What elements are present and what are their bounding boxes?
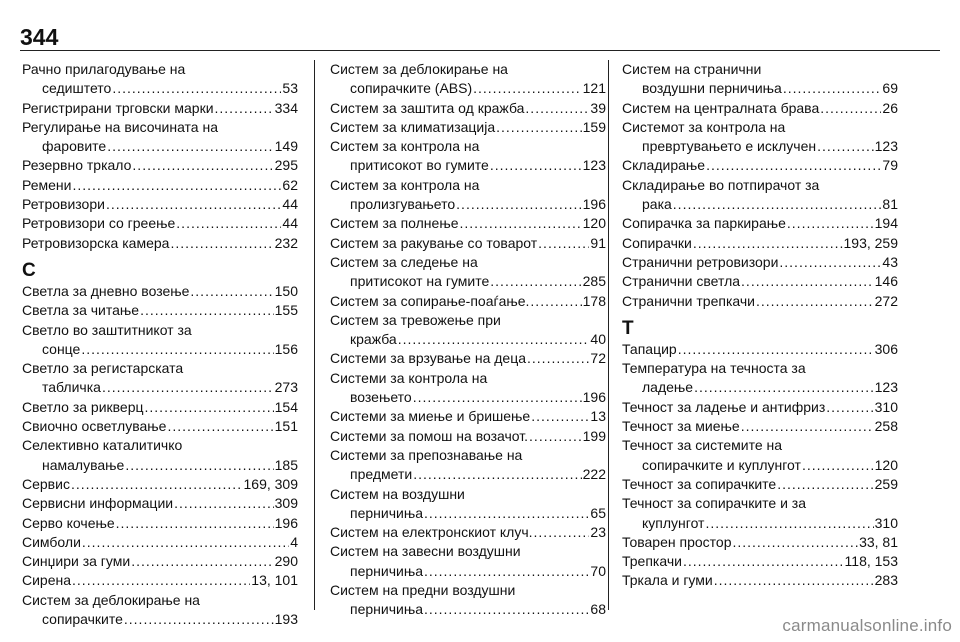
index-entry-text: табличка [42,379,101,396]
index-page-ref[interactable]: 62 [282,176,298,193]
index-entry-text: перничиња [350,601,423,618]
index-entry-text: Систем за деблокирање на [22,591,200,608]
index-entry [330,137,606,176]
index-entry-text: Систем за тревожење при [330,311,501,328]
column-divider [314,60,315,610]
index-entry [330,118,606,137]
index-entry [622,156,898,175]
index-entry-text: Сервисни информации [22,495,174,512]
index-column-2 [330,60,606,620]
index-page-ref[interactable]: 13, 101 [251,572,298,589]
index-page-ref[interactable]: 123 [582,157,606,174]
index-entry [622,118,898,157]
dot-leader [424,600,589,619]
dot-leader [694,378,874,397]
index-entry [330,581,606,620]
index-page-ref[interactable]: 310 [874,514,898,531]
index-entry-text: Систем на завесни воздушни [330,543,521,560]
dot-leader [538,234,589,253]
dot-leader [170,234,273,253]
index-page-ref[interactable]: 178 [582,292,606,309]
index-entry [22,514,298,533]
dot-leader [820,99,881,118]
index-page-ref[interactable]: 285 [582,273,606,290]
index-entry [622,292,898,311]
index-entry [330,446,606,485]
index-entry-text: предмети [350,466,413,483]
dot-leader [714,571,874,590]
index-page-ref[interactable]: 120 [874,456,898,473]
dot-leader [174,494,274,513]
index-entry [330,292,606,311]
index-entry-text: Странични трепкачи [622,292,755,309]
index-entry-text: возењето [350,389,412,406]
index-entry-text: Трепкачи [622,553,682,570]
index-entry-text: Системи за миење и бришење [330,408,531,425]
dot-leader [72,176,281,195]
dot-leader [72,571,250,590]
index-entry-text: пролизгувањето [350,196,456,213]
header-rule [20,50,940,51]
index-letter-heading: С [22,259,36,281]
index-page-ref[interactable]: 154 [274,398,298,415]
index-page-ref[interactable]: 155 [274,302,298,319]
index-page-ref[interactable]: 121 [582,80,606,97]
index-page-ref[interactable]: 199 [582,427,606,444]
index-entry [622,234,898,253]
index-entry-text: Системи за контрола на [330,369,488,386]
index-entry-text: кражба [350,331,397,348]
index-entry-text: Странични ретровизори [622,253,779,270]
index-entry [22,436,298,475]
dot-leader [125,456,273,475]
index-entry-text: Сервис [22,475,70,492]
index-page-ref[interactable]: 272 [874,292,898,309]
dot-leader [683,552,844,571]
index-entry-text: Систем за деблокирање на [330,61,508,77]
index-page-ref[interactable]: 79 [882,157,898,174]
index-page-ref[interactable]: 193, 259 [843,234,898,251]
index-page-ref[interactable]: 169, 309 [243,475,298,492]
dot-leader [71,475,243,494]
index-entry [22,282,298,301]
index-entry-text: сонце [42,340,81,357]
index-entry-text: Системи за врзување на деца [330,350,527,367]
dot-leader [817,137,874,156]
index-entry-text: сопирачките и куплунгот [642,456,801,473]
index-entry-text: Систем на воздушни [330,485,465,502]
index-page-ref[interactable]: 194 [874,215,898,232]
dot-leader [176,214,281,233]
index-page-ref[interactable]: 43 [882,253,898,270]
dot-leader [140,301,274,320]
index-entry-text: Систем на централната брава [622,99,820,116]
dot-leader [783,79,882,98]
index-entry-text: Светло во заштитникот за [22,321,192,338]
index-entry [622,533,898,552]
index-page-ref[interactable]: 222 [582,466,606,483]
dot-leader [460,214,582,233]
index-entry-text: Регистрирани трговски марки [22,99,214,116]
dot-leader [424,562,589,581]
index-entry-text: Течност за сопирачките и за [622,495,806,512]
index-entry [622,475,898,494]
dot-leader [145,398,274,417]
index-entry [622,571,898,590]
index-entry-text: Серво кочење [22,514,115,531]
dot-leader [456,195,581,214]
dot-leader [398,330,590,349]
dot-leader [756,292,874,311]
dot-leader [693,234,843,253]
index-page-ref[interactable]: 259 [874,475,898,492]
index-page-ref[interactable]: 118, 153 [844,553,898,570]
index-entry [622,359,898,398]
index-page-ref[interactable]: 123 [874,138,898,155]
index-entry-text: перничиња [350,504,423,521]
index-entry-text: седиштето [42,80,112,97]
index-entry [22,301,298,320]
dot-leader [496,118,582,137]
index-page-ref[interactable]: 70 [590,562,606,579]
index-page-ref[interactable]: 23 [590,524,606,541]
dot-leader [124,610,274,629]
index-entry-text: Систем за следење на [330,253,478,270]
index-entry [330,523,606,542]
index-column-3 [622,60,898,591]
index-page-ref[interactable]: 283 [874,572,898,589]
index-entry [22,417,298,436]
index-entry-text: притисокот во гумите [350,157,489,174]
index-entry [330,311,606,350]
index-entry-text: Селективно каталитичко [22,437,183,454]
index-entry-text: Сопирачки [622,234,692,251]
index-page-ref[interactable]: 4 [290,533,298,550]
index-entry-text: Складирање во потпирачот за [622,176,820,193]
dot-leader [112,79,281,98]
index-entry [22,475,298,494]
index-entry-text: рака [642,196,672,213]
index-page-ref[interactable]: 295 [274,157,298,174]
dot-leader [215,99,274,118]
index-entry-text: ладење [642,379,694,396]
watermark: carmanualsonline.info [782,616,952,635]
index-entry [22,571,298,590]
index-entry-text: Светло за рикверц [22,398,144,415]
index-entry [622,494,898,533]
index-entry-text: Систем за заштита од кражба [330,99,525,116]
index-page-ref[interactable]: 68 [590,601,606,618]
index-entry-text: Свиочно осветлување [22,418,167,435]
index-page-ref[interactable]: 273 [274,379,298,396]
index-page-ref[interactable]: 310 [874,398,898,415]
index-entry [330,176,606,215]
dot-leader [826,398,873,417]
index-page-ref[interactable]: 309 [274,495,298,512]
index-entry-text: Складирање [622,157,706,174]
index-entry [22,214,298,233]
index-entry-text: Странични светла [622,273,741,290]
index-entry-text: сопирачките [42,611,123,628]
dot-leader [107,137,273,156]
index-entry-text: Систем за контрола на [330,176,480,193]
index-entry [330,253,606,292]
index-page-ref[interactable]: 159 [582,118,606,135]
index-entry [330,214,606,233]
index-page-ref[interactable]: 39 [590,99,606,116]
index-entry-text: Светла за дневно возење [22,282,190,299]
index-entry [330,485,606,524]
dot-leader [673,195,882,214]
index-entry-text: Системи за помош на возачот. [330,427,529,444]
index-entry [622,552,898,571]
index-page-ref[interactable]: 151 [274,418,298,435]
dot-leader [777,475,873,494]
index-entry [622,99,898,118]
index-page-ref[interactable]: 53 [282,80,298,97]
index-entry [622,398,898,417]
dot-leader [167,417,273,436]
index-entry [330,349,606,368]
index-entry-text: Тркала и гуми [622,572,713,589]
index-page-ref[interactable]: 149 [274,138,298,155]
dot-leader [779,253,881,272]
index-page-ref[interactable]: 193 [274,611,298,628]
index-entry-text: Системи за препознавање на [330,446,523,463]
dot-leader [190,282,273,301]
index-entry-text: куплунгот [642,514,705,531]
dot-leader [102,378,274,397]
dot-leader [490,272,581,291]
index-page-ref[interactable]: 185 [274,456,298,473]
index-page-ref[interactable]: 232 [274,234,298,251]
index-entry [22,195,298,214]
dot-leader [413,388,582,407]
dot-leader [706,156,881,175]
index-column-1 [22,60,298,629]
index-entry-text: Симболи [22,533,81,550]
dot-leader [132,156,273,175]
index-entry-text: Сопирачка за паркирање [622,215,786,232]
dot-leader [413,465,581,484]
dot-leader [529,427,582,446]
dot-leader [530,292,581,311]
index-entry [22,99,298,118]
column-divider [608,60,609,610]
dot-leader [82,533,289,552]
index-page-ref[interactable]: 123 [874,379,898,396]
index-entry-text: Систем за климатизација [330,118,496,135]
index-entry-text: перничиња [350,562,423,579]
dot-leader [534,523,590,542]
index-entry [22,552,298,571]
index-page-ref[interactable]: 306 [874,340,898,357]
dot-leader [81,340,273,359]
dot-leader [490,156,582,175]
index-entry-text: Течност за системите на [622,437,783,454]
index-entry [330,542,606,581]
index-entry [22,359,298,398]
dot-leader [116,514,274,533]
index-page-ref[interactable]: 33, 81 [859,533,898,550]
index-entry-text: превртувањето е исклучен [642,138,817,155]
dot-leader [473,79,582,98]
index-letter-heading: Т [622,317,634,339]
index-entry [330,369,606,408]
dot-leader [732,533,858,552]
dot-leader [527,349,589,368]
index-entry [622,60,898,99]
index-entry [622,272,898,291]
index-page-ref[interactable]: 72 [590,350,606,367]
index-page-ref[interactable]: 156 [274,340,298,357]
index-page-ref[interactable]: 65 [590,504,606,521]
index-page-ref[interactable]: 120 [582,215,606,232]
index-entry [22,398,298,417]
index-entry-text: притисокот на гумите [350,273,490,290]
index-entry [22,156,298,175]
index-page-ref[interactable]: 44 [282,196,298,213]
dot-leader [131,552,273,571]
index-entry [22,533,298,552]
index-entry-text: Ретровизори [22,196,105,213]
dot-leader [525,99,589,118]
index-entry-text: Регулирање на височината на [22,118,218,135]
index-entry [622,253,898,272]
index-entry [22,591,298,630]
index-entry [622,417,898,436]
index-entry-text: Систем за сопирање-поаѓање. [330,292,530,309]
dot-leader [678,340,874,359]
index-entry-text: Товарен простор [622,533,732,550]
index-entry-text: Систем за полнење [330,215,459,232]
index-entry-text: Системот за контрола на [622,118,786,135]
index-entry-text: Течност за ладење и антифриз [622,398,826,415]
index-entry-text: Рачно прилагодување на [22,61,186,77]
index-entry-text: воздушни перничиња [642,80,782,97]
index-entry [330,234,606,253]
dot-leader [741,417,874,436]
index-entry-text: Светла за читање [22,302,140,319]
index-entry [330,407,606,426]
index-page-ref[interactable]: 13 [590,408,606,425]
index-entry-text: Ретровизори со греење [22,215,176,232]
index-entry [622,340,898,359]
index-page-ref[interactable]: 196 [274,514,298,531]
dot-leader [802,456,874,475]
index-entry [22,176,298,195]
index-entry [330,427,606,446]
index-entry-text: Светло за регистарската [22,360,184,377]
index-page-ref[interactable]: 69 [882,80,898,97]
index-entry-text: Сирена [22,572,72,589]
index-entry [22,234,298,253]
index-page-ref[interactable]: 40 [590,331,606,348]
index-entry-text: Тапацир [622,340,677,357]
index-entry-text: сопирачките (ABS) [350,80,473,97]
page-number: 344 [20,24,59,50]
index-page-ref[interactable]: 196 [582,389,606,406]
index-entry-text: Систем на електронскиот клуч. [330,524,533,541]
index-page-ref[interactable]: 290 [274,553,298,570]
index-entry-text: Систем за контрола на [330,138,480,155]
index-entry [22,118,298,157]
index-entry-text: Ретровизорска камера [22,234,170,251]
index-entry [622,214,898,233]
index-page-ref[interactable]: 146 [874,273,898,290]
index-page-ref[interactable]: 258 [874,418,898,435]
dot-leader [531,407,589,426]
dot-leader [106,195,281,214]
index-entry [22,321,298,360]
index-entry [22,494,298,513]
index-page-ref[interactable]: 81 [882,196,898,213]
index-page-ref[interactable]: 91 [590,234,606,251]
index-page-ref[interactable]: 334 [274,99,298,116]
dot-leader [787,214,874,233]
index-entry [622,176,898,215]
index-entry-text: Резервно тркало [22,157,132,174]
index-page-ref[interactable]: 44 [282,215,298,232]
index-entry-text: Течност за миење [622,418,740,435]
index-entry-text: Систем за ракување со товарот [330,234,538,251]
index-entry-text: намалување [42,456,125,473]
index-entry-text: Температура на течноста за [622,360,806,377]
index-page-ref[interactable]: 150 [274,282,298,299]
index-entry-text: фаровите [42,138,107,155]
index-entry-text: Синџири за гуми [22,553,131,570]
dot-leader [741,272,874,291]
index-page-ref[interactable]: 196 [582,196,606,213]
index-page-ref[interactable]: 26 [882,99,898,116]
index-entry [22,60,298,99]
index-entry-text: Ремени [22,176,72,193]
index-entry [330,60,606,99]
index-entry [330,99,606,118]
dot-leader [705,514,873,533]
index-entry-text: Систем на странични [622,61,762,77]
index-entry-text: Систем на предни воздушни [330,582,516,599]
index-entry [622,436,898,475]
index-entry-text: Течност за сопирачките [622,475,777,492]
dot-leader [424,504,589,523]
